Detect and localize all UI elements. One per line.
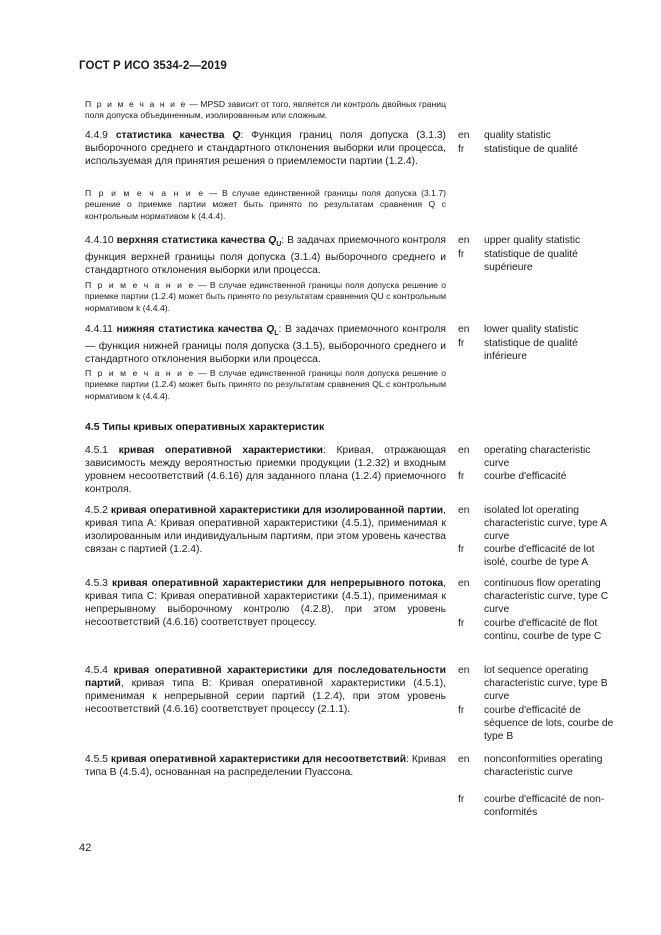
entry-4-5-5 <box>85 753 446 779</box>
note-text: — В случае единственной границы поля допуска решение о приемке партии (1.2.4) может быть принято по результатам сравнения QU с контрольным нормативом k (4.4.4). <box>85 280 446 313</box>
entry-definition: , кривая типа А: Кривая оперативной характеристики (4.5.1), применимая к изолированным или индивидуальным партиям, при этом уровень качества связан с партией (1.2.4). <box>85 505 446 556</box>
entry-term: кривая оперативной характеристики для изолированной партии <box>110 505 444 516</box>
entry-number: 4.5.4 <box>85 665 108 676</box>
entry-note <box>85 280 446 314</box>
document-header: ГОСТ Р ИСО 3534-2—2019 <box>79 60 227 72</box>
entry-number: 4.5.2 <box>85 505 108 516</box>
term-en: nonconformities operating characteristic curve <box>484 754 603 779</box>
entry-note <box>85 188 446 222</box>
note-text: — В случае единственной границы поля допуска (3.1.7) решение о приемке партии может быть принято по результатам сравнения Q с контрольным нормативом k (4.4.4). <box>85 188 446 221</box>
term-fr: courbe d'efficacité <box>484 471 567 482</box>
entry-note <box>85 368 446 402</box>
entry-symbol-sub: U <box>276 241 282 249</box>
entry-term: нижняя статистика качества <box>116 324 263 335</box>
lang-fr: fr <box>458 794 465 805</box>
entry-term: кривая оперативной характеристики <box>118 445 324 456</box>
term-en: lot sequence operating characteristic curve, type B curve <box>484 665 608 703</box>
section-title: 4.5 Типы кривых оперативных характеристик <box>85 421 325 433</box>
entry-term: кривая оперативной характеристики для последовательности партий <box>85 665 446 690</box>
entry-4-5-2 <box>85 504 446 556</box>
note-label: П р и м е ч а н и е <box>85 188 205 198</box>
term-fr: courbe d'efficacité de lot isolé, courbe de type A <box>484 544 595 569</box>
entry-4-4-9 <box>85 129 446 168</box>
entry-symbol: Q <box>266 324 275 335</box>
entry-4-4-11 <box>85 323 446 366</box>
lang-en: en <box>458 235 470 246</box>
entry-definition: : В задачах приемочного контроля — функция нижней границы поля допуска (3.1.5), выборочного среднего и стандартного отклонения выборки или процесса. <box>85 324 446 366</box>
lang-fr: fr <box>458 249 465 260</box>
entry-number: 4.5.1 <box>85 445 108 456</box>
entry-definition: : В задачах приемочного контроля функция верхней границы поля допуска (3.1.4) выборочного среднего и стандартного отклонения выборки или процесса. <box>85 235 446 277</box>
term-fr: courbe d'efficacité de non-conformités <box>484 794 605 819</box>
entry-definition: : Функция границ поля допуска (3.1.3) выборочного среднего и стандартного отклонения выборки или процесса, используемая для принятия решения о приемлемости партии (1.2.4). <box>85 130 446 168</box>
entry-definition: : Кривая типа В (4.5.4), основанная на распределении Пуассона. <box>85 754 446 779</box>
entry-4-4-10 <box>85 234 446 277</box>
entry-term: кривая оперативной характеристики для непрерывного потока <box>111 578 444 589</box>
term-en: continuous flow operating characteristic curve, type C curve <box>484 578 609 616</box>
term-en: operating characteristic curve <box>484 445 591 470</box>
lang-en: en <box>458 445 470 456</box>
lang-fr: fr <box>458 471 465 482</box>
lang-en: en <box>458 505 470 516</box>
term-en: quality statistic <box>484 130 551 141</box>
entry-term: статистика качества <box>115 130 225 141</box>
note-text: — MPSD зависит от того, является ли контроль двойных границ поля допуска объединенным, изолированным или сложным. <box>85 99 447 121</box>
lang-fr: fr <box>458 338 465 349</box>
entry-4-5-3 <box>85 577 446 629</box>
entry-symbol-sub: L <box>274 330 279 338</box>
term-en: upper quality statistic <box>484 235 581 246</box>
term-fr: statistique de qualité <box>484 144 578 155</box>
lang-fr: fr <box>458 705 465 716</box>
note-text: — В случае единственной границы поля допуска решение о приемке партии (1.2.4) может быть принято по результатам сравнения QL с контрольным нормативом k (4.4.4). <box>85 368 446 401</box>
lang-fr: fr <box>458 618 465 629</box>
term-en: lower quality statistic <box>484 324 579 335</box>
lang-fr: fr <box>458 144 465 155</box>
entry-number: 4.5.5 <box>85 754 108 765</box>
entry-number: 4.4.10 <box>85 235 114 246</box>
page-number: 42 <box>79 842 92 854</box>
entry-symbol: Q <box>268 235 277 246</box>
note-label: П р и м е ч а н и е <box>85 99 187 109</box>
term-fr: courbe d'efficacité de séquence de lots, courbe de type B <box>484 705 614 743</box>
entry-number: 4.4.11 <box>85 324 113 335</box>
term-fr: statistique de qualité inférieure <box>484 338 578 363</box>
lang-en: en <box>458 130 470 141</box>
note-label: П р и м е ч а н и е <box>85 280 195 290</box>
entry-term: верхняя статистика качества <box>116 235 266 246</box>
entry-4-5-4 <box>85 664 446 716</box>
note-label: П р и м е ч а н и е <box>85 368 195 378</box>
entry-symbol: Q <box>232 130 241 141</box>
entry-definition: , кривая типа С: Кривая оперативной характеристики (4.5.1), применимая к непрерывному выборочному контролю (4.2.8), при этом уровень несоответствий (4.6.16) соответствует процессу. <box>85 578 446 629</box>
entry-definition: : Кривая, отражающая зависимость между вероятностью приемки продукции (1.2.32) и входным уровнем несоответствий (4.6.16) для заданного плана (1.2.4) приемочного контроля. <box>85 445 446 496</box>
term-fr: courbe d'efficacité de flot continu, courbe de type C <box>484 618 602 643</box>
lang-en: en <box>458 324 470 335</box>
entry-definition: , кривая типа В: Кривая оперативной характеристики (4.5.1), применимая к непрерывной серии партий (1.2.4), при этом уровень несоответствий (4.6.16) соответствует процессу (2.1.1). <box>85 678 446 716</box>
entry-number: 4.5.3 <box>85 578 108 589</box>
entry-number: 4.4.9 <box>85 130 108 141</box>
term-en: isolated lot operating characteristic curve, type A curve <box>484 505 607 543</box>
lang-en: en <box>458 665 470 676</box>
lang-en: en <box>458 754 470 765</box>
term-fr: statistique de qualité supérieure <box>484 249 578 274</box>
lang-en: en <box>458 578 470 589</box>
entry-4-5-1 <box>85 444 446 496</box>
lang-fr: fr <box>458 544 465 555</box>
entry-term: кривая оперативной характеристики для несоответствий <box>110 754 407 765</box>
note-top <box>85 99 446 122</box>
